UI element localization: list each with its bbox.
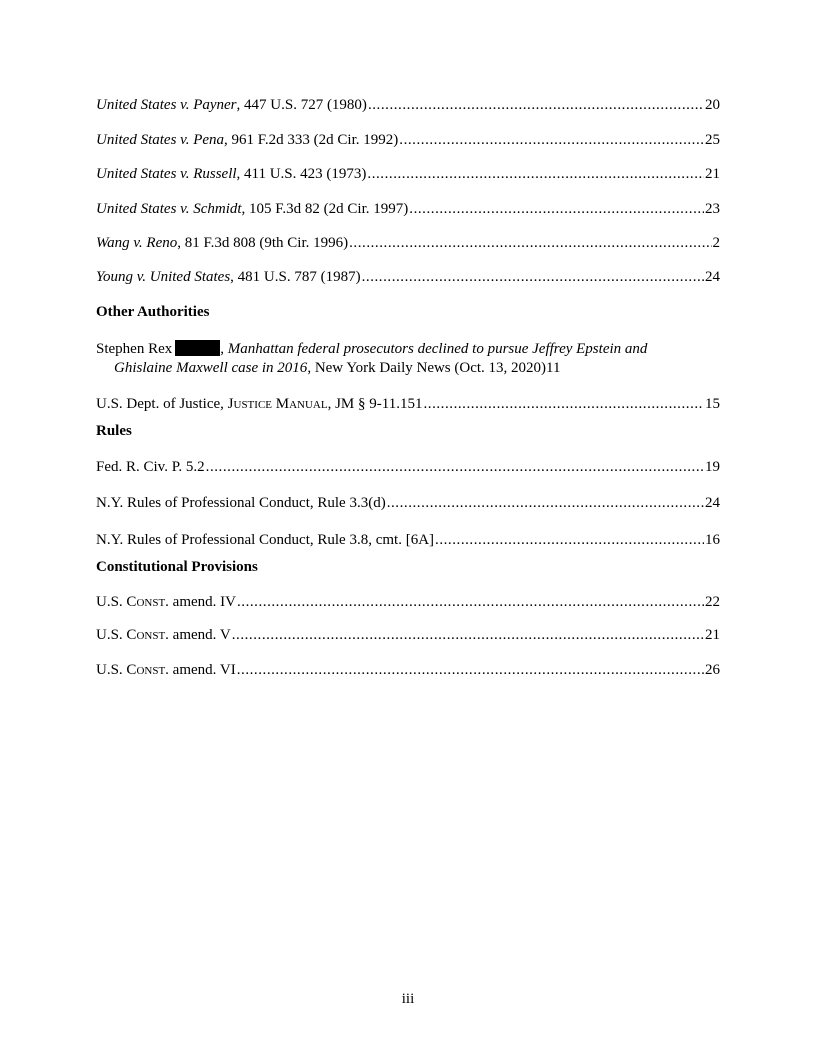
toc-entry-news-article: [96, 340, 720, 378]
article-author: Stephen Rex: [96, 341, 173, 357]
toc-entry-wang: [96, 234, 720, 253]
page-ref: 15: [705, 396, 720, 412]
toc-entry-rule: Fed. R. Civ. P. 5.2 . . . 19: [96, 458, 720, 477]
page-ref: 24: [705, 269, 720, 285]
dot-leader: [368, 96, 704, 115]
toc-entry-constitution: U.S. CONST. amend. VI . . . 26: [96, 661, 720, 681]
page-ref: 26: [705, 662, 720, 678]
dot-leader: [367, 165, 704, 184]
dot-leader: [409, 200, 704, 219]
case-name: Young v. United States: [96, 269, 231, 285]
section-heading-rules: Rules: [96, 423, 132, 439]
case-citation: , 961 F.2d 333 (2d Cir. 1992): [224, 132, 399, 148]
case-name: United States v. Payner: [96, 97, 237, 113]
article-title-continued: Ghislaine Maxwell case in 2016: [114, 360, 308, 376]
page-ref: 11: [546, 360, 561, 376]
case-name: United States v. Russell: [96, 166, 237, 182]
dot-leader: [435, 531, 704, 550]
page-ref: 21: [705, 166, 720, 182]
article-title: Manhattan federal prosecutors declined to pursue Jeffrey Epstein and: [227, 341, 648, 357]
dot-leader: [206, 458, 704, 477]
case-citation: , 81 F.3d 808 (9th Cir. 1996): [177, 235, 349, 251]
case-name: Wang v. Reno: [96, 235, 178, 251]
page-ref: 23: [705, 201, 720, 217]
toc-entry-young: [96, 268, 720, 287]
page-ref: 21: [705, 627, 720, 643]
page-ref: 24: [705, 495, 720, 511]
page-ref: 2: [712, 235, 720, 251]
redaction-block: [175, 340, 220, 356]
separator: ,: [220, 341, 228, 357]
dot-leader: [423, 395, 704, 414]
toc-entry-russell: [96, 165, 720, 184]
section-heading-other-authorities: Other Authorities: [96, 304, 210, 320]
dot-leader: [349, 234, 711, 253]
case-name: United States v. Schmidt: [96, 201, 242, 217]
case-citation: , 447 U.S. 727 (1980): [236, 97, 367, 113]
toc-entry-rule: N.Y. Rules of Professional Conduct, Rule 3.3(d) . . . 24: [96, 494, 720, 513]
page-ref: 22: [705, 594, 720, 610]
dot-leader: [399, 131, 704, 150]
dot-leader: [237, 661, 704, 680]
toc-entry-schmidt: [96, 200, 720, 219]
dot-leader: [232, 626, 704, 645]
toc-entry-justice-manual: U.S. Dept. of Justice, JUSTICE MANUAL, JM § 9-11.151 . . . 15: [96, 395, 720, 415]
toc-entry-rule: N.Y. Rules of Professional Conduct, Rule 3.8, cmt. [6A] . . . 16: [96, 531, 720, 550]
case-citation: , 411 U.S. 423 (1973): [236, 166, 367, 182]
case-name: United States v. Pena: [96, 132, 225, 148]
toc-entry-constitution: U.S. CONST. amend. V . . . 21: [96, 626, 720, 646]
page-ref: 25: [705, 132, 720, 148]
dot-leader: [387, 494, 704, 513]
article-source: , New York Daily News (Oct. 13, 2020): [307, 360, 547, 376]
case-citation: , 481 U.S. 787 (1987): [230, 269, 361, 285]
dot-leader: [362, 268, 704, 287]
case-citation: , 105 F.3d 82 (2d Cir. 1997): [241, 201, 409, 217]
page-ref: 20: [705, 97, 720, 113]
section-heading-constitutional-provisions: Constitutional Provisions: [96, 559, 258, 575]
page-ref: 19: [705, 459, 720, 475]
dot-leader: [237, 593, 704, 612]
page-ref: 16: [705, 532, 720, 548]
toc-entry-pena: [96, 131, 720, 150]
toc-entry-payner: [96, 96, 720, 115]
page-number: iii: [401, 991, 415, 1007]
toc-entry-constitution: U.S. CONST. amend. IV . . . 22: [96, 593, 720, 613]
